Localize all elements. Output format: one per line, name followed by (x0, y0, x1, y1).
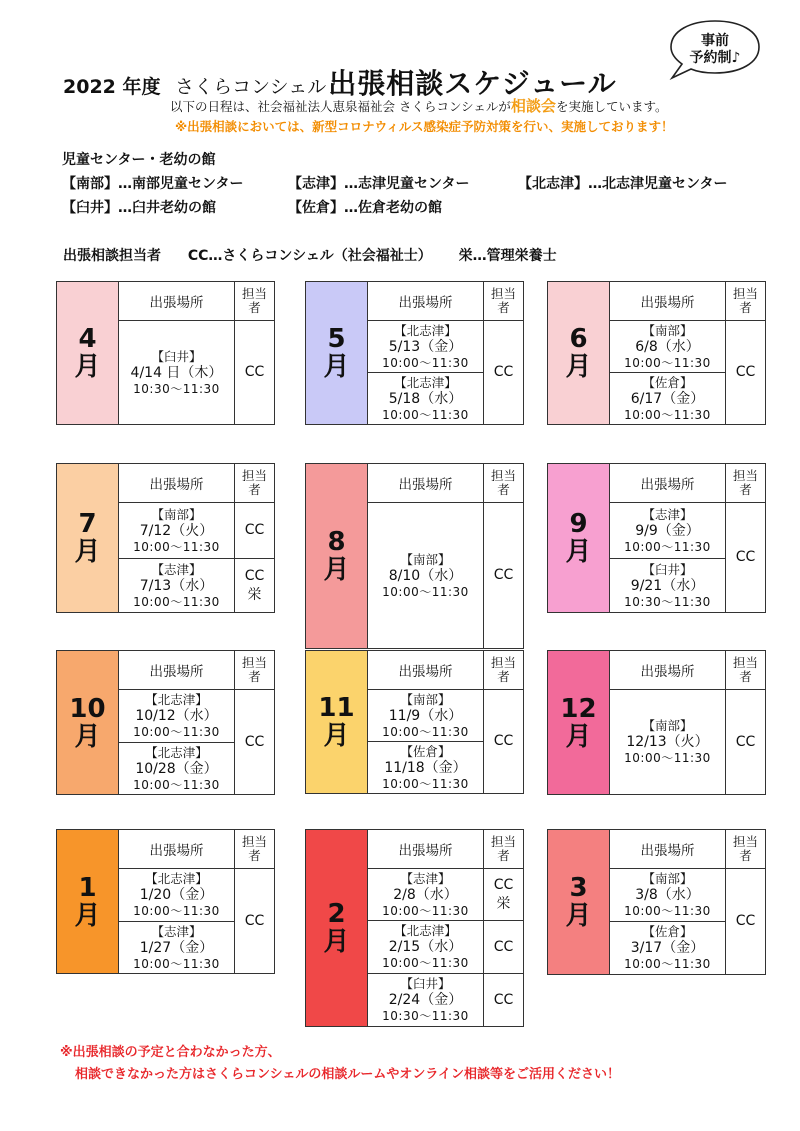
entry-time: 10:00～11:30 (624, 957, 711, 971)
staff-code: CC (244, 912, 265, 929)
entry-date: 5/18（水） (388, 390, 463, 407)
month-table-7 (56, 463, 275, 613)
entry-location: 【志津】 (642, 506, 693, 522)
staff-code: CC (493, 567, 514, 583)
location-usui: 【臼井】…臼井老幼の館 (62, 200, 216, 216)
schedule-entry (119, 922, 235, 974)
entry-date: 1/20（金） (139, 887, 214, 903)
schedule-entry (610, 690, 726, 795)
staff-header-line1: 担当 (732, 468, 758, 483)
place-header: 出張場所 (610, 651, 726, 690)
month-kanji: 月 (323, 555, 350, 585)
schedule-entry (368, 373, 484, 425)
month-label (306, 830, 368, 1027)
staff-header-line2: 者 (739, 848, 752, 863)
entry-location: 【北志津】 (394, 923, 457, 938)
schedule-entry (610, 373, 726, 425)
schedule-entry (368, 921, 484, 974)
staff-code: CC (244, 522, 265, 538)
entry-staff (235, 690, 275, 795)
schedule-entry (368, 742, 484, 794)
entry-location: 【北志津】 (394, 322, 457, 338)
schedule-entry (119, 690, 235, 743)
entry-staff (484, 690, 524, 794)
entry-staff (484, 869, 524, 921)
entry-time: 10:00～11:30 (382, 355, 469, 370)
month-number: 1 (78, 872, 97, 903)
staff-header (484, 464, 524, 503)
schedule-entry (610, 503, 726, 559)
place-header: 出張場所 (368, 651, 484, 690)
entry-time: 10:00～11:30 (133, 904, 220, 918)
entry-time: 10:00～11:30 (133, 956, 220, 971)
month-number: 9 (569, 509, 588, 539)
locations-heading: 児童センター・老幼の館 (62, 152, 216, 168)
staff-header-line1: 担当 (732, 655, 758, 670)
staff-header-line1: 担当 (490, 468, 516, 483)
entry-date: 5/13（金） (388, 338, 463, 355)
entry-time: 10:30～11:30 (382, 1009, 469, 1023)
entry-location: 【佐倉】 (642, 924, 693, 939)
month-number: 10 (69, 693, 106, 724)
entry-time: 10:30～11:30 (624, 594, 711, 609)
entry-staff (484, 921, 524, 974)
entry-time: 10:00～11:30 (624, 904, 711, 918)
entry-staff (726, 869, 766, 975)
entry-date: 10/12（水） (135, 708, 218, 724)
entry-location: 【南部】 (151, 506, 202, 522)
staff-code: CC (244, 733, 265, 750)
month-number: 8 (327, 527, 346, 557)
month-table-8 (305, 463, 524, 649)
staff-header (484, 282, 524, 321)
staff-header (235, 282, 275, 321)
month-table-5 (305, 281, 524, 425)
schedule-entry (119, 743, 235, 795)
entry-date: 2/8（水） (393, 886, 458, 903)
entry-location: 【志津】 (400, 870, 451, 886)
entry-staff (235, 503, 275, 559)
staff-header-line1: 担当 (241, 286, 267, 301)
entry-time: 10:00～11:30 (133, 777, 220, 792)
staff-header-line2: 者 (248, 669, 261, 684)
entry-date: 7/13（水） (139, 577, 214, 594)
month-table-4 (56, 281, 275, 425)
staff-label: 出張相談担当者 (63, 248, 161, 264)
staff-header-line1: 担当 (241, 468, 267, 483)
month-number: 12 (560, 693, 597, 724)
entry-staff (235, 869, 275, 974)
staff-header (235, 464, 275, 503)
month-label (57, 830, 119, 974)
location-sakura: 【佐倉】…佐倉老幼の館 (288, 200, 442, 216)
entry-time: 10:00～11:30 (133, 539, 220, 554)
entry-date: 2/24（金） (388, 992, 463, 1008)
staff-header (726, 464, 766, 503)
staff-header-line2: 者 (739, 669, 752, 684)
staff-header (235, 651, 275, 690)
entry-location: 【南部】 (642, 871, 693, 886)
month-kanji: 月 (74, 537, 101, 567)
entry-location: 【臼井】 (151, 348, 202, 364)
place-header: 出張場所 (610, 830, 726, 869)
entry-location: 【北志津】 (145, 871, 208, 886)
month-kanji: 月 (323, 352, 350, 382)
month-table-2 (305, 829, 524, 1027)
entry-date: 11/18（金） (384, 759, 467, 776)
entry-time: 10:00～11:30 (382, 776, 469, 791)
staff-header-line1: 担当 (241, 655, 267, 670)
schedule-entry (119, 321, 235, 425)
entry-time: 10:00～11:30 (133, 725, 220, 739)
entry-location: 【北志津】 (394, 374, 457, 390)
staff-header (726, 830, 766, 869)
month-table-10 (56, 650, 275, 795)
staff-header (235, 830, 275, 869)
staff-code: CC (493, 991, 514, 1008)
entry-date: 9/9（金） (635, 522, 700, 539)
entry-date: 4/14 日（木） (130, 364, 223, 381)
location-shizu: 【志津】…志津児童センター (288, 176, 470, 192)
schedule-entry (610, 559, 726, 613)
staff-header-line2: 者 (739, 482, 752, 497)
entry-date: 6/8（水） (635, 338, 700, 355)
month-number: 3 (569, 873, 588, 903)
staff-header-line2: 者 (248, 482, 261, 497)
staff-code: 栄 (496, 895, 511, 912)
warning-text: ※出張相談においては、新型コロナウィルス感染症予防対策を行い、実施しております！ (175, 119, 674, 134)
place-header: 出張場所 (368, 464, 484, 503)
month-label (57, 464, 119, 613)
entry-location: 【佐倉】 (400, 743, 451, 759)
staff-code: CC (244, 567, 265, 584)
staff-header-line1: 担当 (490, 834, 516, 849)
entry-location: 【臼井】 (400, 976, 451, 991)
entry-staff (235, 321, 275, 425)
schedule-entry (368, 503, 484, 649)
staff-code: CC (735, 733, 756, 750)
month-kanji: 月 (74, 900, 101, 931)
entry-time: 10:00～11:30 (382, 584, 469, 599)
month-table-6 (547, 281, 766, 425)
entry-staff (484, 974, 524, 1027)
staff-code: CC (244, 364, 265, 380)
month-kanji: 月 (565, 537, 592, 567)
month-label (306, 464, 368, 649)
entry-location: 【臼井】 (642, 561, 693, 577)
intro-highlight: 相談会 (510, 97, 556, 115)
entry-staff (235, 559, 275, 613)
staff-legend (63, 245, 579, 265)
entry-location: 【志津】 (151, 561, 202, 577)
entry-date: 11/9（水） (388, 707, 463, 724)
entry-time: 10:30～11:30 (133, 381, 220, 396)
staff-cc: CC…さくらコンシェル（社会福祉士） (187, 248, 432, 264)
month-label (548, 282, 610, 425)
intro-pre: 以下の日程は、社会福祉法人恵泉福祉会 さくらコンシェルが (170, 99, 511, 114)
month-label (57, 651, 119, 795)
place-header: 出張場所 (610, 282, 726, 321)
month-table-1 (56, 829, 275, 974)
month-table-11 (305, 650, 524, 794)
entry-time: 10:00～11:30 (624, 407, 711, 422)
month-label (57, 282, 119, 425)
staff-header-line2: 者 (248, 300, 261, 315)
title-org: さくらコンシェル (175, 76, 327, 98)
month-table-9 (547, 463, 766, 613)
entry-time: 10:00～11:30 (624, 751, 711, 765)
staff-code: CC (735, 913, 756, 929)
staff-code: CC (493, 364, 514, 380)
month-number: 4 (78, 324, 97, 354)
entry-date: 12/13（火） (626, 734, 709, 750)
entry-date: 1/27（金） (139, 939, 214, 956)
reservation-badge (676, 33, 754, 67)
staff-header-line2: 者 (497, 669, 510, 684)
staff-header-line1: 担当 (490, 286, 516, 301)
location-nanbu: 【南部】…南部児童センター (62, 176, 244, 192)
schedule-entry (610, 922, 726, 975)
footer-note-2: 相談できなかった方はさくらコンシェルの相談ルームやオンライン相談等をご活用ください！ (75, 1067, 621, 1082)
entry-location: 【南部】 (642, 322, 693, 338)
footer-note-1: ※出張相談の予定と合わなかった方、 (60, 1045, 281, 1060)
staff-code: 栄 (247, 586, 262, 603)
entry-date: 7/12（火） (139, 522, 214, 539)
staff-header (726, 651, 766, 690)
schedule-entry (368, 690, 484, 742)
month-label (548, 464, 610, 613)
entry-time: 10:00～11:30 (624, 355, 711, 370)
entry-location: 【佐倉】 (642, 374, 693, 390)
schedule-entry (610, 869, 726, 922)
month-number: 6 (569, 324, 588, 354)
staff-ei: 栄…管理栄養士 (458, 248, 557, 264)
place-header: 出張場所 (119, 464, 235, 503)
entry-staff (484, 321, 524, 425)
month-kanji: 月 (323, 927, 350, 957)
entry-date: 6/17（金） (630, 390, 705, 407)
month-kanji: 月 (565, 901, 592, 931)
month-label (306, 651, 368, 794)
staff-header-line2: 者 (739, 300, 752, 315)
entry-date: 8/10（水） (388, 567, 463, 584)
entry-date: 9/21（水） (630, 577, 705, 594)
month-table-12 (547, 650, 766, 795)
staff-code: CC (493, 938, 514, 955)
entry-date: 2/15（水） (388, 939, 463, 955)
month-label (548, 830, 610, 975)
entry-time: 10:00～11:30 (382, 903, 469, 918)
schedule-entry (119, 869, 235, 922)
staff-code: CC (735, 549, 756, 565)
entry-location: 【北志津】 (145, 692, 208, 707)
staff-header-line2: 者 (497, 482, 510, 497)
entry-time: 10:00～11:30 (382, 956, 469, 970)
entry-location: 【南部】 (400, 551, 451, 567)
intro-post: を実施しています。 (555, 99, 668, 114)
month-number: 7 (78, 509, 97, 539)
schedule-entry (119, 559, 235, 613)
entry-location: 【北志津】 (145, 744, 208, 760)
month-kanji: 月 (74, 352, 101, 382)
staff-header-line1: 担当 (490, 655, 516, 670)
schedule-entry (368, 869, 484, 921)
entry-location: 【南部】 (400, 691, 451, 707)
schedule-entry (610, 321, 726, 373)
place-header: 出張場所 (119, 830, 235, 869)
schedule-entry (368, 321, 484, 373)
staff-header-line1: 担当 (241, 834, 267, 849)
place-header: 出張場所 (119, 282, 235, 321)
month-kanji: 月 (74, 721, 101, 752)
entry-staff (726, 321, 766, 425)
schedule-entry (368, 974, 484, 1027)
staff-code: CC (735, 364, 756, 380)
month-number: 11 (318, 693, 355, 723)
entry-date: 3/8（水） (635, 887, 700, 903)
staff-header-line2: 者 (497, 848, 510, 863)
entry-location: 【志津】 (151, 923, 202, 939)
staff-header (484, 830, 524, 869)
entry-time: 10:00～11:30 (133, 594, 220, 609)
bubble-line1: 事前 (701, 33, 729, 49)
staff-header-line2: 者 (248, 848, 261, 863)
bubble-line2: 予約制♪ (689, 50, 741, 66)
month-label (306, 282, 368, 425)
entry-time: 10:00～11:30 (382, 724, 469, 739)
entry-staff (726, 503, 766, 613)
place-header: 出張場所 (610, 464, 726, 503)
entry-location: 【南部】 (642, 718, 693, 733)
place-header: 出張場所 (368, 282, 484, 321)
entry-time: 10:00～11:30 (624, 539, 711, 554)
month-number: 5 (327, 324, 346, 354)
month-label (548, 651, 610, 795)
staff-header (726, 282, 766, 321)
staff-code: CC (493, 876, 514, 893)
place-header: 出張場所 (368, 830, 484, 869)
entry-date: 10/28（金） (135, 760, 218, 777)
staff-header-line1: 担当 (732, 834, 758, 849)
title-main: 出張相談スケジュール (328, 67, 617, 100)
entry-time: 10:00～11:30 (382, 407, 469, 422)
staff-header-line2: 者 (497, 300, 510, 315)
month-kanji: 月 (565, 352, 592, 382)
month-table-3 (547, 829, 766, 975)
month-number: 2 (327, 899, 346, 929)
entry-date: 3/17（金） (630, 940, 705, 956)
staff-header-line1: 担当 (732, 286, 758, 301)
entry-staff (726, 690, 766, 795)
location-kitashizu: 【北志津】…北志津児童センター (518, 176, 728, 192)
staff-header (484, 651, 524, 690)
month-kanji: 月 (323, 721, 350, 751)
schedule-entry (119, 503, 235, 559)
intro-text (170, 95, 667, 116)
entry-staff (484, 503, 524, 649)
month-kanji: 月 (565, 721, 592, 752)
place-header: 出張場所 (119, 651, 235, 690)
staff-code: CC (493, 733, 514, 749)
title-year: 2022 年度 (63, 76, 161, 98)
